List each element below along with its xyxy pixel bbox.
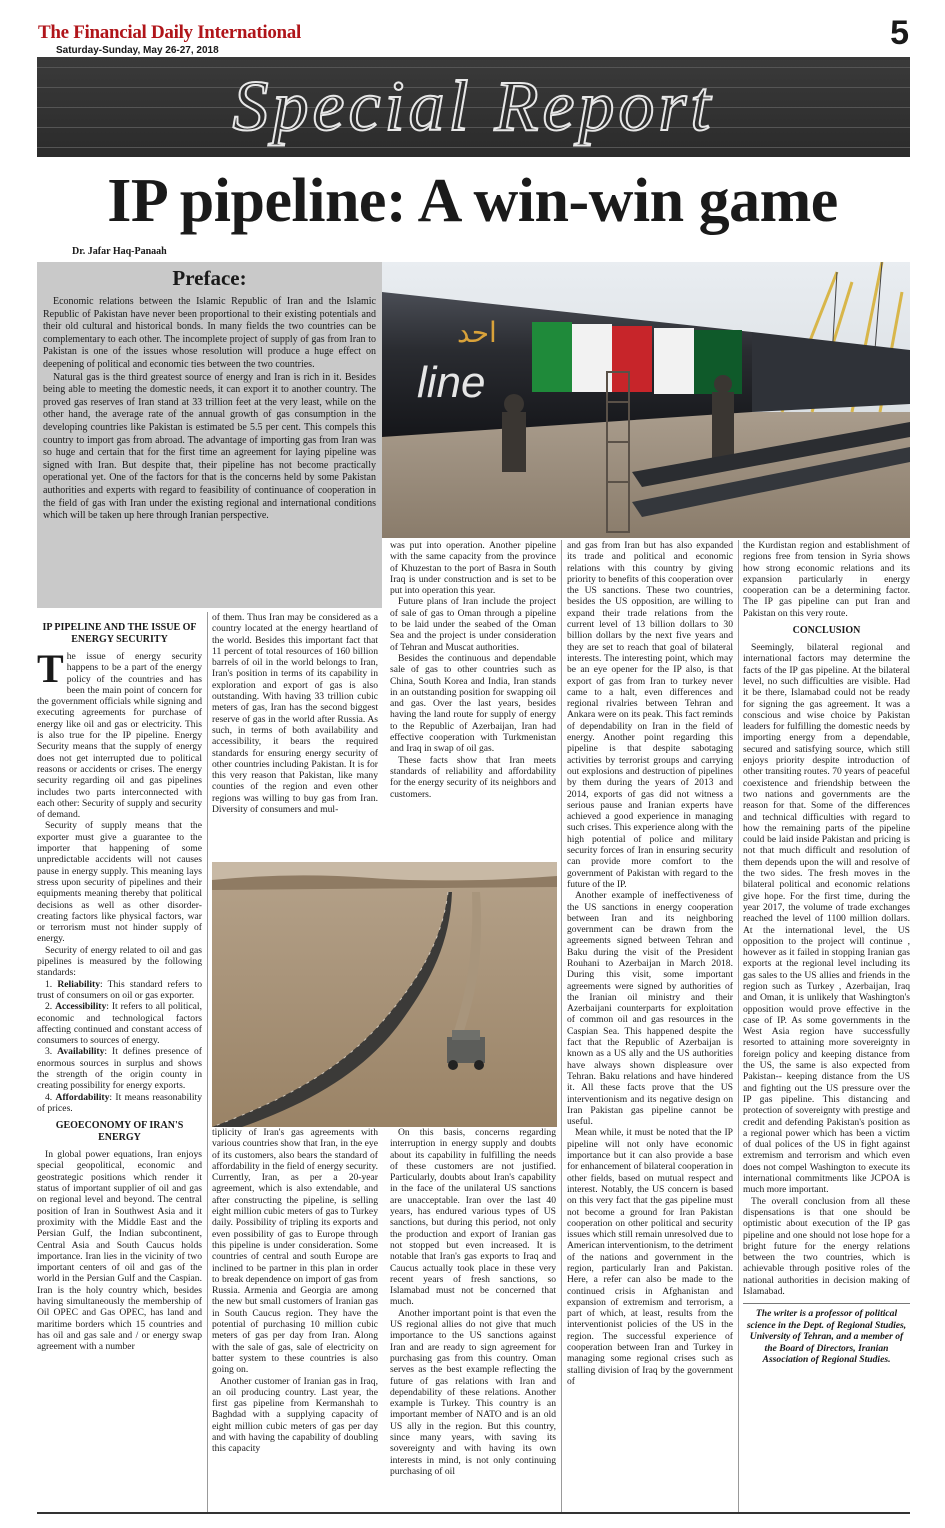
preface-text <box>43 296 376 523</box>
section-heading: GEOECONOMY OF IRAN'S ENERGY <box>55 1120 184 1144</box>
article-paragraph: Security of energy related to oil and gas pipelines is measured by the following standards: <box>37 944 202 979</box>
article-column-3-bottom <box>390 1127 556 1512</box>
preface-paragraph: Natural gas is the third greatest source of energy and Iran is rich in it. Besides being able to meeting the domestic needs, it can export it to another country. The proved gas reserves of Iran stand at 33 trillion feet at the very least, while on the other hand, the average rate of the annual growth of gas consumption in the developing countries like Pakistan is estimated be 5.5 per cent. This compels this country to import gas from abroad. The advantage of importing gas from Iran was so huge and certain that for the first time an agreement for laying pipeline was signed with Iran. But despite that, their pipeline has not become practically operational yet. One of the factors for that is the concerns held by some Pakistan authorities and experts with regard to feasibility of continuance of cooperation in the field of gas with Iran under the existing regional and international conditions which will be taken up here through Iranian perspective. <box>43 371 376 522</box>
article-paragraph: the Kurdistan region and establishment of regions free from tension in Syria shows how strong economic relations and its expansion particularly in energy cooperation can be a determining factor. The IP gas pipeline can put Iran and Pakistan on this very route. <box>743 540 910 619</box>
author-note: The writer is a professor of political science in the Dept. of Regional Studies, University of Tehran, and a member of the Board of Directors, Iranian Association of Regional Studies. <box>746 1308 907 1366</box>
article-paragraph: and gas from Iran but has also expanded its trade and political and economic relations with this country by giving priority to benefits of this cooperation over the US sanctions. These two countries, besides the US opposition, are willing to expand their trade relations from the current level of 13 billion dollars to 30 billion dollars by the next five years and they are set to reach that goal of bilateral interests. The interesting point, which may be an eye opener for the IP also, is that export of gas from Iran to turkey never came to a halt, even differences and regional rivalries between Tehran and Ankara were on its peak. This fact reminds of dependability on Iran in the field of energy. Another point regarding this pipeline is that despite sabotaging activities by terrorist groups and carrying out explosions and destruction of pipelines by them during the years of 2013 and 2014, exports of gas did not witness a serious pause and Iranian experts have achieved a good experience in managing such crises. This experience along with the high potential of police and military security forces of Iran in ensuring security can provide more comfort to the government of Pakistan with regard to the future of the IP. <box>567 540 733 890</box>
article-paragraph: of them. Thus Iran may be considered as a country located at the energy heartland of the world. Besides this important fact that 11 percent of total resources of 160 billion barrels of oil in the world belongs to Iran, Iran's position in terms of its capability in exploration and export of gas is also outstanding. With having 33 trillion cubic meters of gas, Iran has the second biggest reserve of gas in the world after Russia. As such, in terms of both availability and accessibility, it bears the required standards for ensuring energy security of other countries including Pakistan. It is for this very reason that Pakistan, like many counties of the region and even other regions was willing to buy gas from Iran. Diversity of consumers and mul- <box>212 612 378 816</box>
column-rule <box>207 612 208 1512</box>
article-column-5 <box>743 540 910 1512</box>
article-paragraph: Mean while, it must be noted that the IP pipeline will not only have economic importance but it can also provide a base for enhancement of bilateral cooperation in other fields, based on mutual respect and interest. Notably, the US concern is based on this very fact that the gas pipeline must not become a ground for Iran Pakistan cooperation on other political and security issues which still remain unresolved due to American interventionism, to the detriment of the nations and government in the region, particularly Iran and Pakistan. Here, a refer can also be made to the continued crisis in Afghanistan and expansion of extremism and terrorism, a part of which, at least, results from the interventionist policies of the US in the region. The successful experience of cooperation between Iran and Turkey in managing some regional crises such as stalling division of Iraq by the government of <box>567 1127 733 1387</box>
article-paragraph: In global power equations, Iran enjoys special geopolitical, economic and geostrategic positions which render it status of important supplier of oil and gas on regional level and beyond. The central position of Iran in Southwest Asia and it proximity with the Middle East and the Persian Gulf, the Indian subcontinent, Central Asia and South Caucus holds importance. Iran lies in the vicinity of two important centers of oil and gas of the world in the Persian Gulf and the Caspian. Iran is the holy country which, besides having simultaneously the membership of Oil OPEC and Gas OPEC, has land and maritime borders which 15 countries and has oil and gas sale and / or energy swap agreement with a number <box>37 1149 202 1353</box>
issue-date: Saturday-Sunday, May 26-27, 2018 <box>56 45 219 56</box>
preface-box <box>37 262 382 608</box>
article-column-2-bottom <box>212 1127 378 1512</box>
pipe-arabic-lettering: احد <box>457 316 497 349</box>
article-column-1 <box>37 616 202 1528</box>
pipe-lettering: line <box>417 358 486 407</box>
pipeline-workers-photo <box>382 262 910 538</box>
column-rule <box>561 540 562 1512</box>
article-headline: IP pipeline: A win-win game <box>107 167 838 235</box>
article-byline: Dr. Jafar Haq-Panaah <box>72 246 167 257</box>
article-paragraph: The overall conclusion from all these dispensations is that one should be optimistic about execution of the IP gas pipeline and one should not lose hope for a bright future for the energy relations between the two countries, which is achievable through positive roles of the national authorities in decision making of Islamabad. <box>743 1195 910 1297</box>
article-paragraph: Another example of ineffectiveness of the US sanctions in energy cooperation between Iran and its neighboring government can be drawn from the agreements signed between Tehran and Baku during the visit of the President Rouhani to Azerbaijan in March 2018. During this visit, some important agreements were signed by authorities of the Iranian oil ministry and their Azerbaijani counterparts for exploitation of common oil and gas resources in the Caspian Sea. This happened despite the fact that the Republic of Azerbaijan is known as a US ally and the US authorities have always shown displeasure over Tehran. Baku relations and have hindered it. All these facts prove that the US interventionism and its negative design on Iran Pakistan gas pipeline cannot be useful. <box>567 890 733 1128</box>
article-paragraph: Seemingly, bilateral regional and international factors may determine the facts of the IP gas pipeline. At the bilateral level, no such difficulties are visible. Had it be there, Islamabad could not be ready for signing the gas agreement. It was a conscious and wise choice by Pakistan leaders for fulfilling the domestic needs by importing energy from a dependable, secured and satisfying source, which still enjoys priority despite introduction of other transiting routes. 70 years of peaceful coexistence and friendship between the two nations and governments are the reason for that. Some of the differences and technical difficulties with regard to how the remaining parts of the pipeline could be laid inside Pakistan and pricing is not that much difficult and resolution of them depends upon the will and resolve of the two sides. The fresh moves in the bilateral political and economic relations give hope. For the first time, during the year 2017, the volume of trade exchanges reached the level of 1100 million dollars. At the international level, the US opposition to the project will continue , however as it failed in stopping Iranian gas exports at the regional level including its gas sales to the US allies and friends in the region such as Turkey , Azerbaijan, Iraq and Oman, it is unlikely that Washington's opposition would prove effective in the case of IP. As some governments in the West Asia region have successfully resorted to attaining more sovereignty in foreign policy and keeping distance from the US, the same is also expected from Pakistan-- keeping distance from the US and fighting out the US pressure over the IP gas pipeline. This distancing and protection of sovereignty with prestige and credit and defending Pakistan's position as a regional power which has been a victim of dual polices of the US in fight against extremism and terrorism and which even does not compel Washington to execute its international commitments like JCPOA is much more important. <box>743 642 910 1196</box>
article-paragraph: 1. Reliability: This standard refers to trust of consumers on oil or gas exporter. <box>37 978 202 1001</box>
article-column-3-top <box>390 540 556 862</box>
article-paragraph: Another customer of Iranian gas in Iraq, an oil producing country. Last year, the first gas pipeline from Kermanshah to Baghdad with a supplying capacity of eight million cubic meters of gas per day and with having the capability of doubling this capacity <box>212 1375 378 1455</box>
article-paragraph: 4. Affordability: It means reasonability of prices. <box>37 1091 202 1114</box>
section-heading: IP PIPELINE AND THE ISSUE OF ENERGY SECURITY <box>42 622 197 645</box>
article-paragraph: Besides the continuous and dependable sale of gas to other countries such as China, South Korea and India, Iran stands in an outstanding position for swapping oil and gas. Over the last years, besides having the land route for supply of energy to the Republic of Azerbaijan, Iran had effective cooperation with Turkmenistan and Iraq in swap of oil gas. <box>390 652 556 755</box>
article-paragraph: tiplicity of Iran's gas agreements with various countries show that Iran, in the eye of its customers, also bears the standard of affordability in the field of energy security. Currently, Iran, as per a 20-year agreement, which is also extendable, and after constructing the pipeline, is selling eight million cubic meters of gas to Turkey daily. Possibility of tripling its exports and even possibility of gas to Europe through this pipeline is under consideration. Some countries of central and south Europe are inclined to be partner in this plan in order to break dependence on import of gas from Russia. Armenia and Georgia are among the new but small customers of Iranian gas in South Caucus region. They have the potential of purchasing 10 million cubic meters of gas per day from Iran. Along with the sale of gas, sale of electricity on batter system to these countries is also going on. <box>212 1127 378 1376</box>
article-paragraph: These facts show that Iran meets standards of reliability and affordability for the energy security of its neighbors and customers. <box>390 754 556 800</box>
article-paragraph: Security of supply means that the exporter must give a guarantee to the importer that happening of some unpredictable accidents will not causes pause in energy supply. This meaning lays stress upon security of pipelines and their equipments meaning thereby that political decisions as well as other disorder-creating factors like physical factors, war or terrorism must not hinder supply of energy. <box>37 820 202 945</box>
section-banner <box>37 57 910 157</box>
article-paragraph: On this basis, concerns regarding interruption in energy supply and doubts about its capability in fulfilling the needs of these customers are not justified. Particularly, doubts about Iran's capability in the face of the unilateral US sanctions are unacceptable. Iran over the last 40 years, has endured various types of US sanctions, but during this period, not only the production and export of Iranian gas not stopped but even increased. It is notable that Iran's gas exports to Iraq and Caucus actually took place in these very recent years of fresh sanctions, so Islamabad must not be concerned that much. <box>390 1127 556 1308</box>
desert-pipeline-photo <box>212 862 557 1127</box>
article-paragraph: Future plans of Iran include the project of sale of gas to Oman through a pipeline to be laid under the seabed of the Oman Sea and the project is under consideration of Tehran and Muscat authorities. <box>390 596 556 653</box>
masthead-title: The Financial Daily International <box>38 22 301 43</box>
preface-title: Preface: <box>172 266 247 290</box>
section-heading: CONCLUSION <box>792 625 861 637</box>
article-paragraph: was put into operation. Another pipeline with the same capacity from the province of Khuzestan to the port of Basra in South Iraq is under construction and is set to be put into operation this year. <box>390 540 556 597</box>
article-paragraph: The issue of energy security happens to be a part of the energy policy of the countries and has been the main point of concern for the government officials while signing and executing agreements for purchase of energy like oil and gas or electricity. This is also true for the IP pipeline. Energy Security means that the supply of energy does not get interrupted due to political reasons or accidents or crises. The energy security regarding oil and gas pipelines includes two parts interconnected with each other: Security of supply and security of demand. <box>37 646 202 821</box>
article-paragraph: Another important point is that even the US regional allies do not give that much importance to the US sanctions against Iran and are ready to sign agreement for purchasing gas from this country. Oman serves as the best example reflecting the future of gas relations with Iran and dependability of these relations. Another example is Turkey. This country is an important member of NATO and is an old US ally in the region. But this country, since many years, with saving its sovereignty and with having its own interests in mind, is not only continuing purchasing of oil <box>390 1307 556 1477</box>
article-paragraph: 2. Accessibility: It refers to all political, economic and technological factors affecting continued and constant access of consumers to sources of energy. <box>37 1001 202 1047</box>
section-banner-title: Special Report <box>232 66 715 146</box>
article-column-2-top <box>212 612 378 862</box>
drop-cap: T <box>37 646 64 691</box>
article-paragraph: 3. Availability: It defines presence of enormous sources in surplus and shows the strength of the origin county in creating possibility for energy exports. <box>37 1046 202 1092</box>
column-rule <box>738 540 739 1512</box>
page-number: 5 <box>890 14 909 52</box>
preface-paragraph: Economic relations between the Islamic Republic of Iran and the Islamic Republic of Pakistan have never been proportional to their existing potentials and their old cultural and historical bonds. In many fields the two countries can be complementary to each other. The incomplete project of supply of gas from Iran to Pakistan is one of the issues whose resolution will produce a huge effect on deepening of political and economic ties between the two countries. <box>43 296 376 370</box>
article-column-4 <box>567 540 733 1512</box>
bottom-rule <box>37 1512 910 1514</box>
